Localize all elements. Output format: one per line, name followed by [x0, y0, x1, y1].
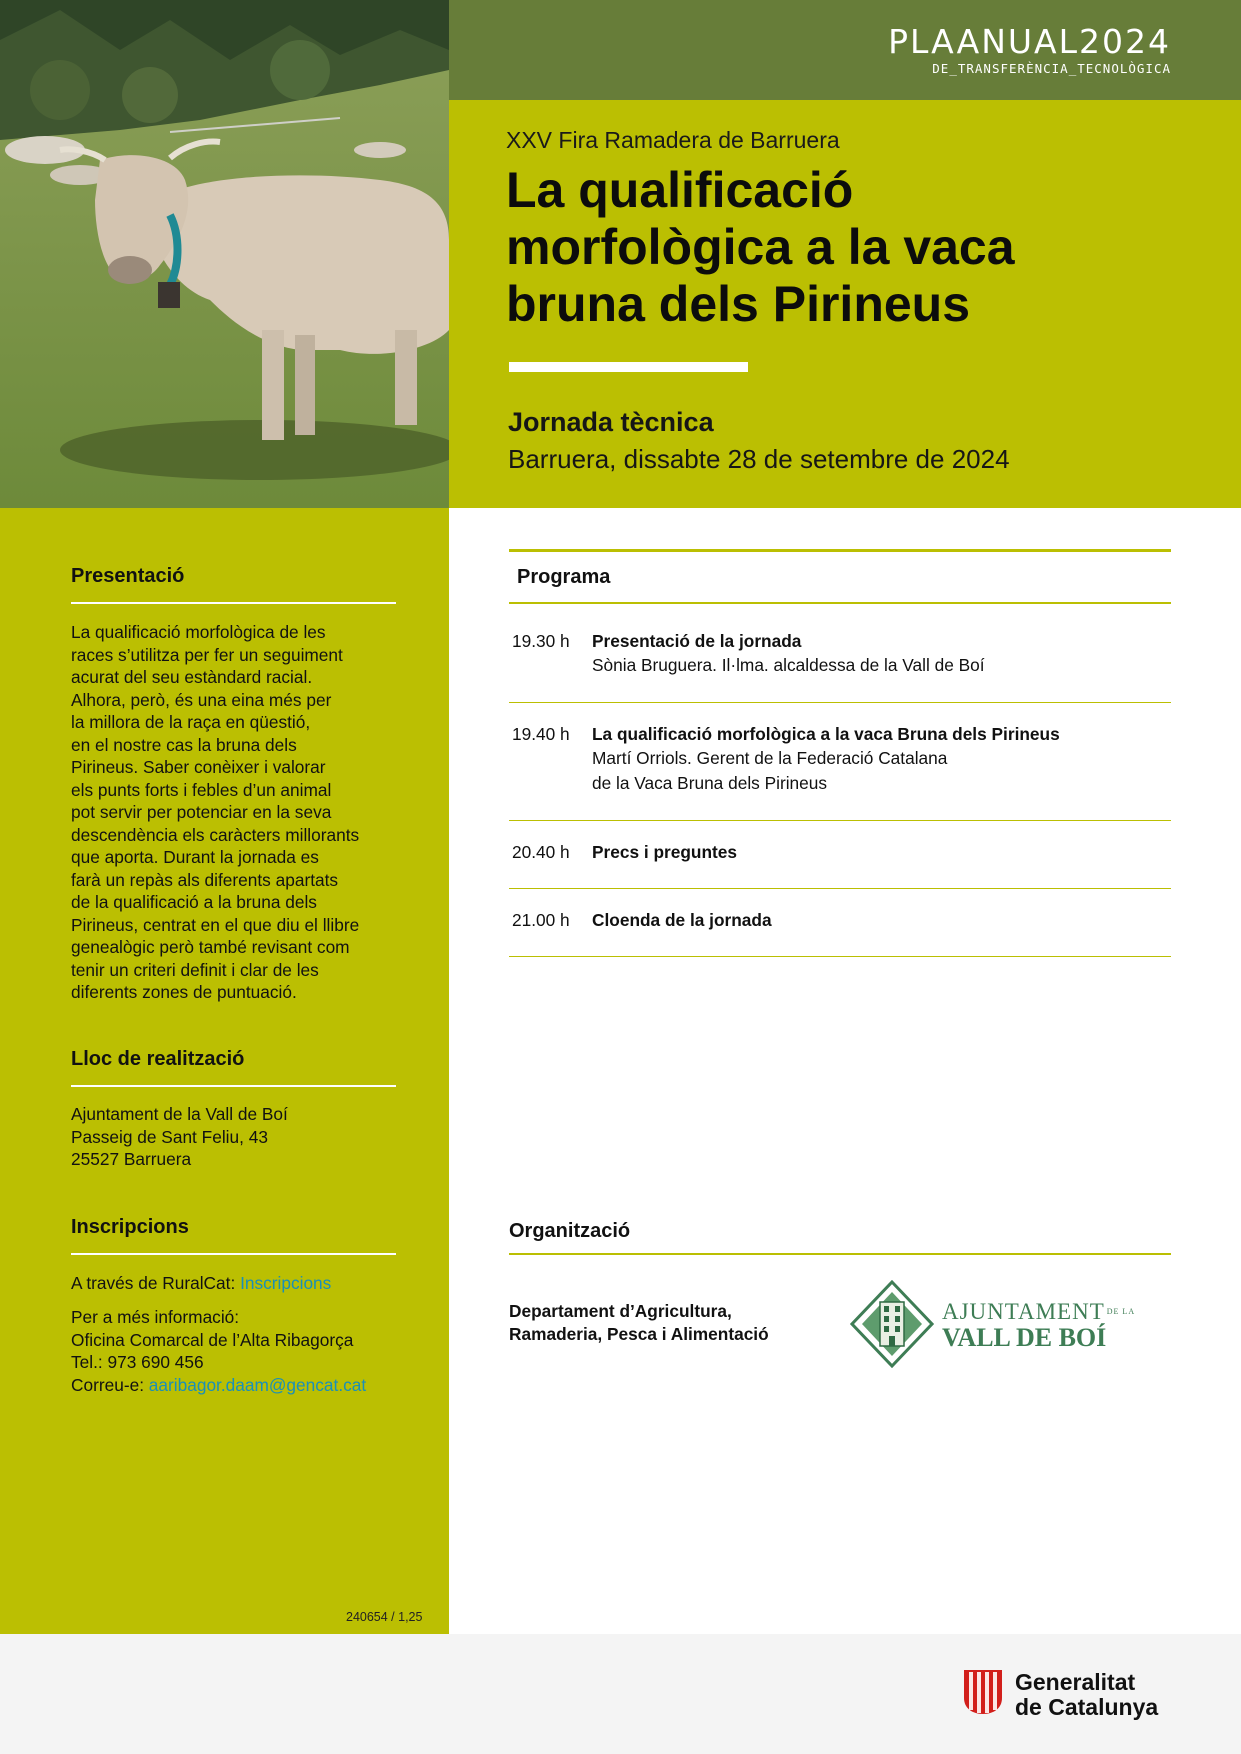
department-line: Ramaderia, Pesca i Alimentació — [509, 1324, 769, 1344]
email-line — [71, 1374, 366, 1397]
email-prefix: Correu-e: — [71, 1374, 149, 1395]
text-line: farà un repàs als diferents apartats — [71, 869, 339, 890]
ajuntament-emblem-icon — [850, 1280, 934, 1368]
department-name — [509, 1300, 769, 1346]
organitzacio-divider — [509, 1253, 1171, 1255]
programa-header-rule — [509, 602, 1171, 604]
text-line: que aporta. Durant la jornada es — [71, 847, 319, 867]
inscripcions-divider — [71, 1253, 396, 1255]
inscripcions-via — [71, 1272, 331, 1295]
plan-anual-title: PLAANUAL2024 — [888, 22, 1171, 61]
program-title: Cloenda de la jornada — [592, 910, 772, 930]
text-line: de la qualificació a la bruna dels — [71, 892, 317, 912]
cow-photo — [0, 0, 449, 508]
text-line: els punts forts i febles d’un animal — [71, 779, 332, 800]
reference-code: 240654 / 1,25 — [346, 1610, 423, 1624]
program-time: 19.30 h — [512, 631, 570, 651]
generalitat-logo-text — [1015, 1670, 1158, 1720]
program-title: La qualificació morfològica a la vaca Bruna dels Pirineus — [592, 724, 1060, 744]
text-line: acurat del seu estàndard racial. — [71, 667, 313, 687]
speaker-line: Sònia Bruguera. Il·lma. alcaldessa de la Vall de Boí — [592, 655, 985, 675]
page-title — [506, 162, 1186, 333]
program-time: 19.40 h — [512, 724, 570, 744]
text-line: tenir un criteri definit i clar de les — [71, 959, 319, 980]
via-prefix: A través de RuralCat: — [71, 1273, 241, 1293]
text-line: Pirineus, centrat en el que diu el llibre — [71, 914, 360, 935]
lloc-address — [71, 1103, 288, 1171]
info-line: Oficina Comarcal de l’Alta Ribagorça — [71, 1329, 354, 1350]
programa-top-rule — [509, 549, 1171, 552]
program-row-divider — [509, 820, 1171, 821]
text-line: descendència els caràcters millorants — [71, 824, 360, 845]
address-line: Passeig de Sant Feliu, 43 — [71, 1126, 268, 1147]
event-subtitle: XXV Fira Ramadera de Barruera — [506, 127, 840, 153]
presentacio-heading: Presentació — [71, 565, 185, 587]
event-date: Barruera, dissabte 28 de setembre de 2024 — [508, 444, 1010, 474]
speaker-line: de la Vaca Bruna dels Pirineus — [592, 772, 828, 793]
text-line: genealògic però també revisant com — [71, 937, 350, 957]
text-line: Pirineus. Saber conèixer i valorar — [71, 757, 326, 777]
ajuntament-logo-line2: VALL DE BOÍ — [942, 1323, 1107, 1352]
program-row-divider — [509, 956, 1171, 957]
presentacio-divider — [71, 602, 396, 604]
info-line: Tel.: 973 690 456 — [71, 1352, 204, 1372]
text-line: diferents zones de puntuació. — [71, 982, 297, 1002]
program-speaker — [592, 653, 985, 678]
department-line: Departament d’Agricultura, — [509, 1301, 732, 1321]
title-divider — [509, 362, 748, 372]
title-line: bruna dels Pirineus — [506, 276, 971, 332]
ajuntament-vall-de-boi-logo — [850, 1280, 1136, 1368]
program-speaker — [592, 746, 947, 795]
address-line: Ajuntament de la Vall de Boí — [71, 1104, 288, 1124]
generalitat-line1: Generalitat — [1015, 1669, 1136, 1695]
title-line: morfològica a la vaca — [506, 219, 1015, 275]
organitzacio-heading: Organització — [509, 1220, 631, 1242]
program-title: Presentació de la jornada — [592, 631, 802, 651]
presentacio-text — [71, 621, 359, 1004]
text-line: en el nostre cas la bruna dels — [71, 734, 297, 755]
generalitat-line2: de Catalunya — [1015, 1694, 1159, 1720]
programa-heading: Programa — [517, 566, 611, 588]
program-row-divider — [509, 702, 1171, 703]
inscripcions-link[interactable]: Inscripcions — [240, 1273, 332, 1293]
email-link[interactable]: aaribagor.daam@gencat.cat — [148, 1374, 367, 1395]
text-line: races s’utilitza per fer un seguiment — [71, 644, 343, 665]
lloc-heading: Lloc de realització — [71, 1048, 245, 1070]
program-title: Precs i preguntes — [592, 842, 738, 862]
text-line: Alhora, però, és una eina més per — [71, 689, 332, 710]
program-time: 21.00 h — [512, 910, 570, 930]
speaker-line: Martí Orriols. Gerent de la Federació Catalana — [592, 748, 948, 768]
title-line: La qualificació — [506, 162, 854, 218]
text-line: la millora de la raça en qüestió, — [71, 712, 311, 732]
plan-anual-logo — [888, 24, 1171, 77]
ajuntament-logo-line1: AJUNTAMENT $^{DE LA}$ — [942, 1299, 1136, 1324]
inscripcions-heading: Inscripcions — [71, 1216, 189, 1238]
program-row-divider — [509, 888, 1171, 889]
text-line: pot servir per potenciar en la seva — [71, 802, 332, 822]
inscripcions-info — [71, 1306, 366, 1396]
program-time: 20.40 h — [512, 842, 570, 862]
address-line: 25527 Barruera — [71, 1149, 192, 1169]
text-line: La qualificació morfològica de les — [71, 622, 326, 642]
lloc-divider — [71, 1085, 396, 1087]
session-type: Jornada tècnica — [508, 407, 714, 437]
plan-anual-subtitle: DE_TRANSFERÈNCIA_TECNOLÒGICA — [932, 61, 1171, 76]
info-line: Per a més informació: — [71, 1307, 240, 1327]
generalitat-emblem-icon — [962, 1668, 1004, 1716]
